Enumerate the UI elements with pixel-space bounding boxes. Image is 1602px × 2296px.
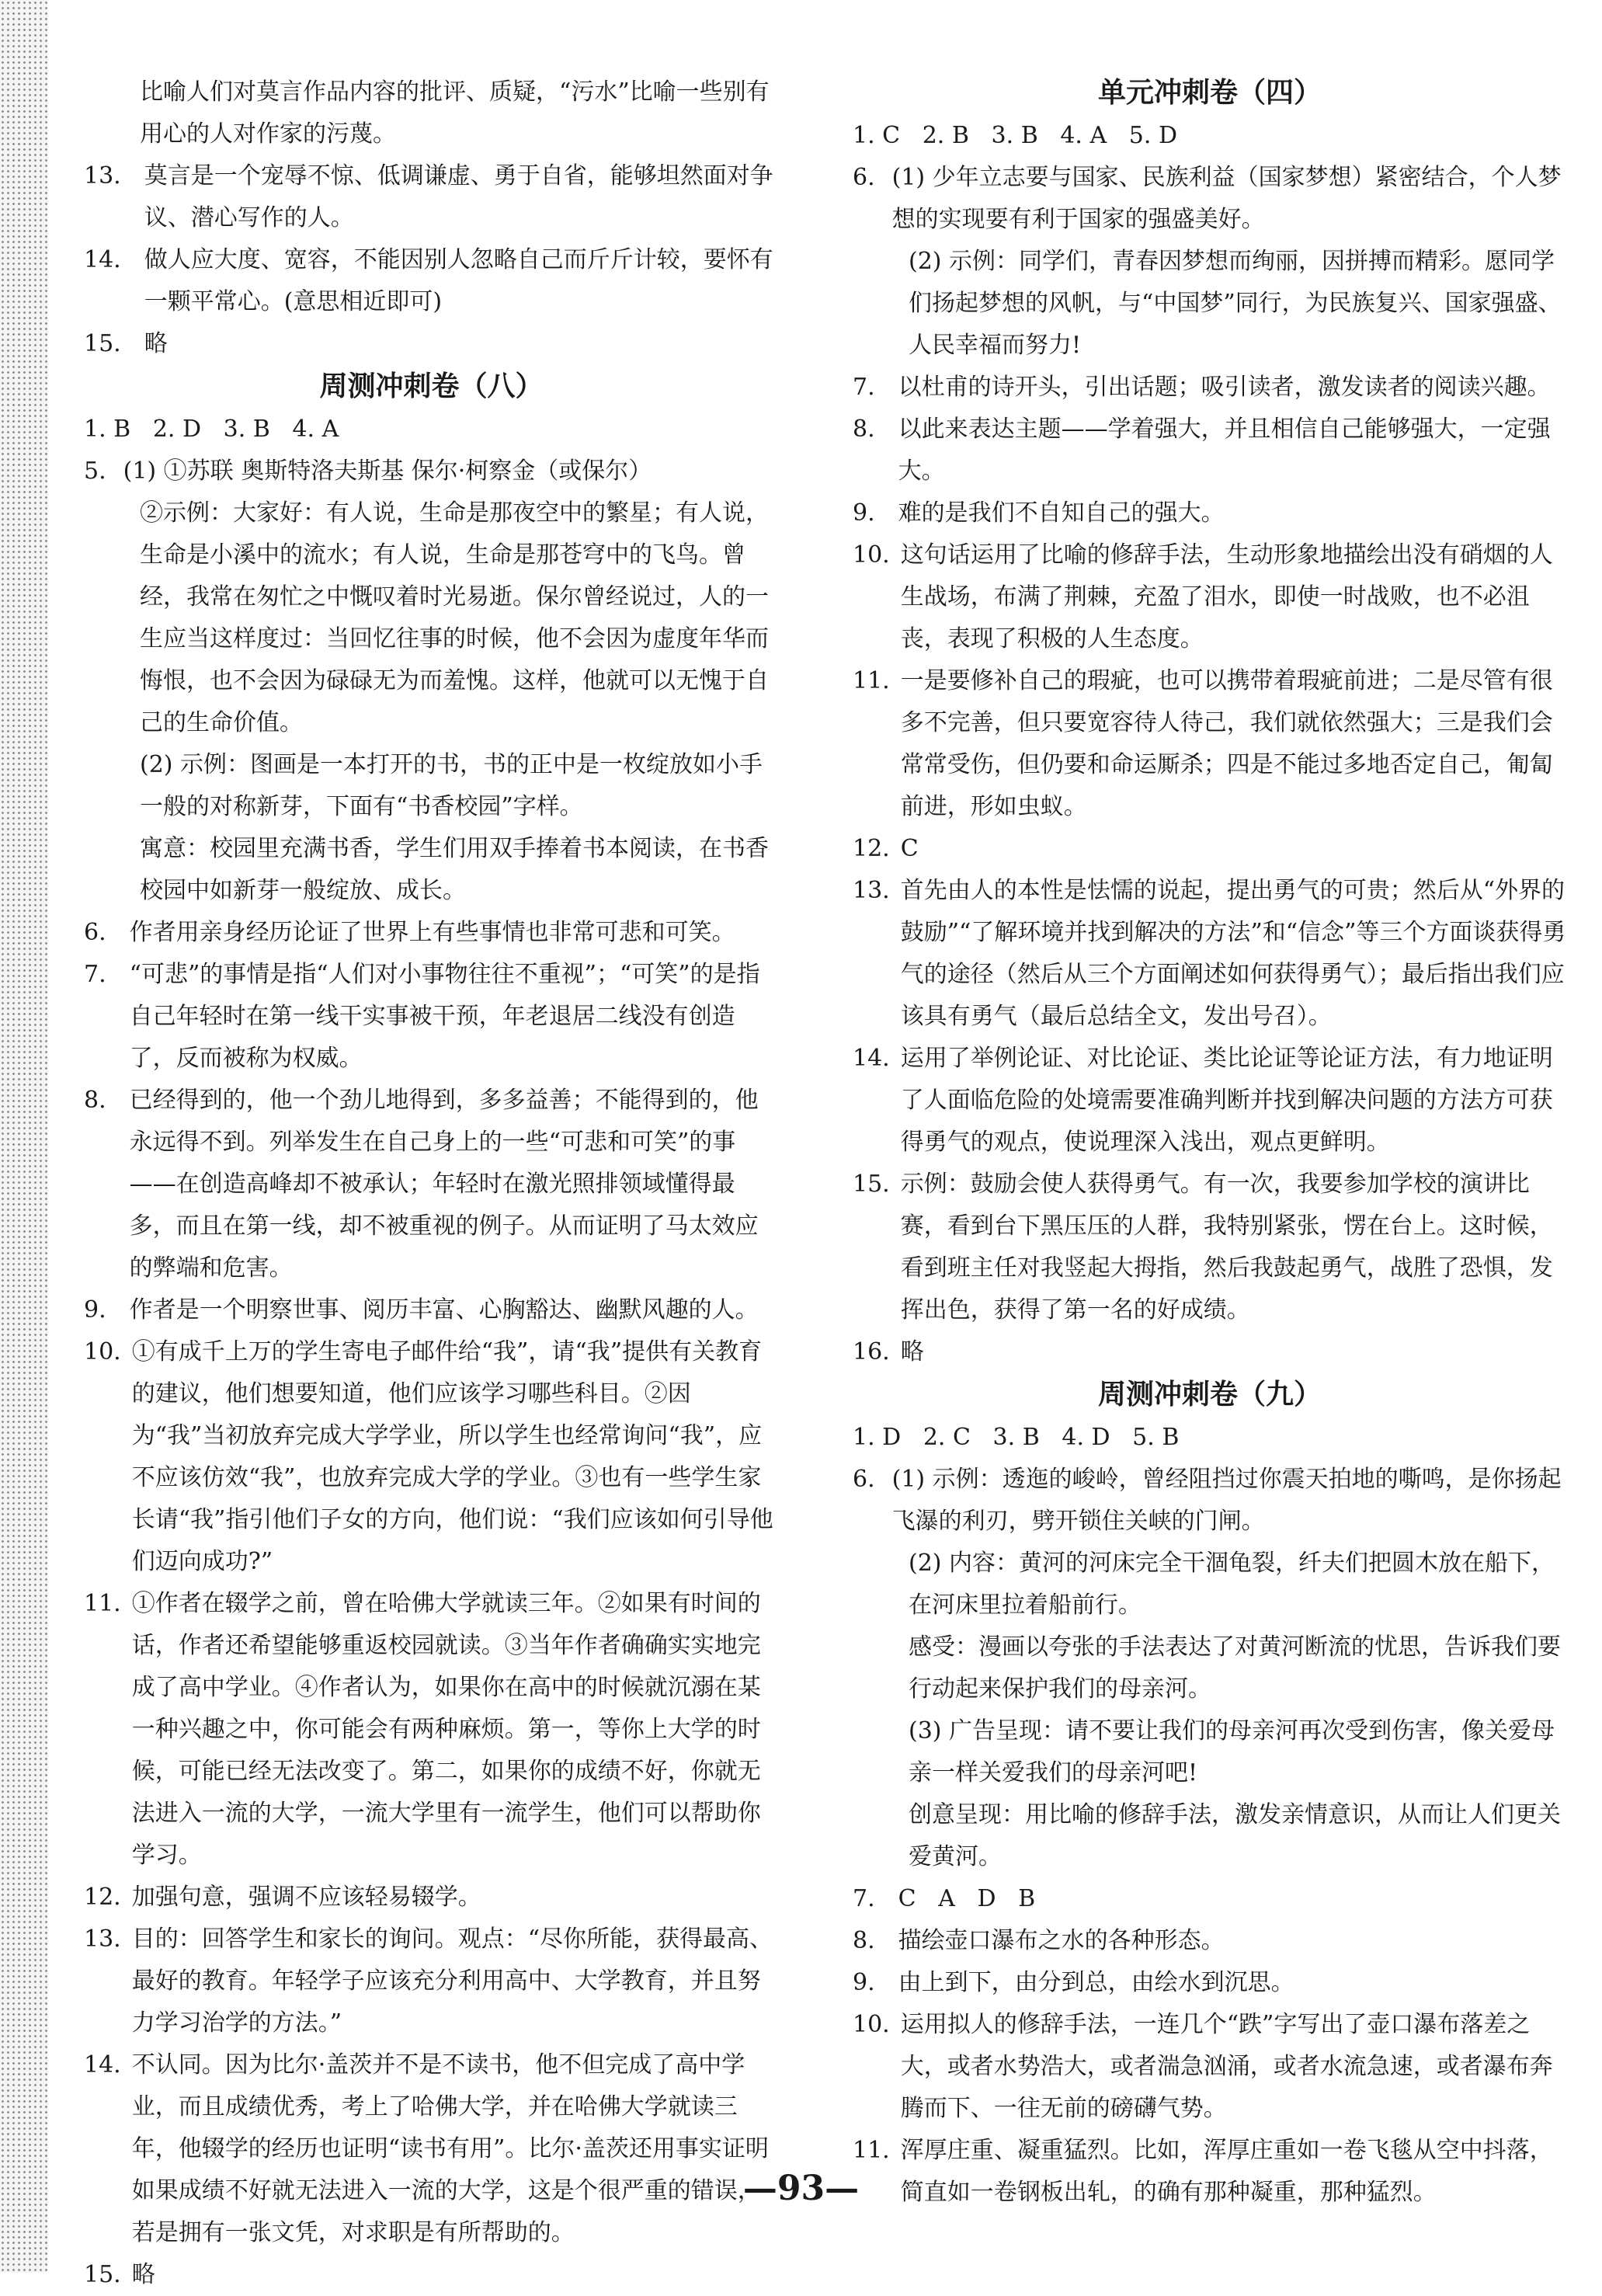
s9-answer-6: 6. (1) 示例：透迤的峻岭，曾经阻挡过你震天拍地的嘶鸣，是你扬起飞瀑的利刃，劈开锁住关峡的门闸。 xyxy=(853,1466,1562,1535)
section-title-week8: 周测冲刺卷（八） xyxy=(319,370,544,402)
s8-answer-10: 10. ①有成千上万的学生寄电子邮件给“我”，请“我”提供有关教育的建议，他们想要知道，他们应该学习哪些科目。②因为“我”当初放弃完成大学学业，所以学生也经常询问“我”，应不应该仿效“我”，也放弃完成大学的学业。③也有一些学生家长请“我”指引他们子女的方向，他们说：“我们应该如何引导他们迈向成功?” xyxy=(84,1338,773,1575)
s4-answer-15: 15. 示例：鼓励会使人获得勇气。有一次，我要参加学校的演讲比赛，看到台下黑压压的人群，我特别紧张，愣在台上。这时候，看到班主任对我竖起大拇指，然后我鼓起勇气，战胜了恐惧，发挥出色，获得了第一名的好成绩。 xyxy=(853,1171,1553,1324)
s4-answer-12: 12. C xyxy=(853,835,919,862)
s4-answer-7: 7. 以杜甫的诗开头，引出话题；吸引读者，激发读者的阅读兴趣。 xyxy=(853,374,1551,401)
answer-14: 14. 做人应大度、宽容，不能因别人忽略自己而斤斤计较，要怀有一颗平常心。(意思相近即可) xyxy=(84,246,773,315)
section-title-unit4: 单元冲刺卷（四） xyxy=(1097,77,1322,109)
s4-answer-9: 9. 难的是我们不自知自己的强大。 xyxy=(853,499,1225,527)
s8-answer-5: 5. (1) ①苏联 奥斯特洛夫斯基 保尔·柯察金（或保尔） xyxy=(84,457,652,485)
s4-choice-answers: 1. C 2. B 3. B 4. A 5. D xyxy=(853,122,1177,149)
s8-answer-7: 7. “可悲”的事情是指“人们对小事物往往不重视”；“可笑”的是指自己年轻时在第一线干实事被干预，年老退居二线没有创造了，反而被称为权威。 xyxy=(84,961,760,1072)
left-column xyxy=(84,71,779,2296)
right-column xyxy=(853,71,1567,2214)
s8-answer-6: 6. 作者用亲身经历论证了世界上有些事情也非常可悲和可笑。 xyxy=(84,919,735,946)
s4-answer-13: 13. 首先由人的本性是怯懦的说起，提出勇气的可贵；然后从“外界的鼓励”“了解环境并找到解决的方法”和“信念”等三个方面谈获得勇气的途径（然后从三个方面阐述如何获得勇气）；最后指出我们应该具有勇气（最后总结全文，发出号召）。 xyxy=(853,877,1566,1030)
s9-answer-11: 11. 浑厚庄重、凝重猛烈。比如，浑厚庄重如一卷飞毯从空中抖落，简直如一卷钢板出轧，的确有那种凝重，那种猛烈。 xyxy=(853,2137,1553,2206)
s8-answer-12: 12. 加强句意，强调不应该轻易辍学。 xyxy=(84,1884,481,1911)
answer-15: 15. 略 xyxy=(84,330,168,357)
s9-answer-9: 9. 由上到下，由分到总，由绘水到沉思。 xyxy=(853,1969,1294,1996)
s8-answer-13: 13. 目的：回答学生和家长的询问。观点：“尽你所能，获得最高、最好的教育。年轻学子应该充分利用高中、大学教育，并且努力学习治学的方法。” xyxy=(84,1926,773,2037)
left-continued-text: 比喻人们对莫言作品内容的批评、质疑，“污水”比喻一些别有用心的人对作家的污蔑。 xyxy=(140,78,770,148)
s8-answer-14: 14. 不认同。因为比尔·盖茨并不是不读书，他不但完成了高中学业，而且成绩优秀，考上了哈佛大学，并在哈佛大学就读三年，他辍学的经历也证明“读书有用”。比尔·盖茨还用事实证明如果成绩不好就无法进入一流的大学，这是个很严重的错误，若是拥有一张文凭，对求职是有所帮助的。 xyxy=(84,2051,769,2246)
s4-answer-8: 8. 以此来表达主题——学着强大，并且相信自己能够强大，一定强大。 xyxy=(853,416,1551,485)
s9-answer-8: 8. 描绘壶口瀑布之水的各种形态。 xyxy=(853,1927,1225,1954)
s8-answer-11: 11. ①作者在辍学之前，曾在哈佛大学就读三年。②如果有时间的话，作者还希望能够重返校园就读。③当年作者确确实实地完成了高中学业。④作者认为，如果你在高中的时候就沉溺在某一种兴趣之中，你可能会有两种麻烦。第一，等你上大学的时候，可能已经无法改变了。第二，如果你的成绩不好，你就无法进入一流的大学，一流大学里有一流学生，他们可以帮助你学习。 xyxy=(84,1590,761,1869)
s8-answer-5-part2: (2) 示例：图画是一本打开的书，书的正中是一枚绽放如小手一般的对称新芽，下面有“书香校园”字样。 xyxy=(140,751,763,820)
s8-answer-15: 15. 略 xyxy=(84,2261,155,2288)
s8-choice-answers: 1. B 2. D 3. B 4. A xyxy=(84,416,339,443)
s9-answer-7: 7. C A D B xyxy=(853,1885,1036,1912)
s8-answer-5-example: ②示例：大家好：有人说，生命是那夜空中的繁星；有人说，生命是小溪中的流水；有人说，生命是那苍穹中的飞鸟。曾经，我常在匆忙之中慨叹着时光易逝。保尔曾经说过，人的一生应当这样度过：当回忆往事的时候，他不会因为虚度年华而悔恨，也不会因为碌碌无为而羞愧。这样，他就可以无愧于自己的生命价值。 xyxy=(140,499,769,736)
binding-edge-pattern xyxy=(0,0,48,2273)
s4-answer-10: 10. 这句话运用了比喻的修辞手法，生动形象地描绘出没有硝烟的人生战场，布满了荆棘，充盈了泪水，即使一时战败，也不必沮丧，表现了积极的人生态度。 xyxy=(853,541,1553,652)
s9-answer-6-part2: (2) 内容：黄河的河床完全干涸龟裂，纤夫们把圆木放在船下，在河床里拉着船前行。 xyxy=(909,1550,1555,1619)
s9-answer-10: 10. 运用拟人的修辞手法，一连几个“跌”字写出了壶口瀑布落差之大，或者水势浩大，或者湍急汹涌，或者水流急速，或者瀑布奔腾而下、一往无前的磅礴气势。 xyxy=(853,2011,1553,2122)
s4-answer-6-part2: (2) 示例：同学们，青春因梦想而绚丽，因拼搏而精彩。愿同学们扬起梦想的风帆，与“中国梦”同行，为民族复兴、国家强盛、人民幸福而努力! xyxy=(909,248,1562,359)
s9-answer-6-feeling: 感受：漫画以夸张的手法表达了对黄河断流的忧思，告诉我们要行动起来保护我们的母亲河。 xyxy=(909,1633,1561,1703)
section-title-week9: 周测冲刺卷（九） xyxy=(1097,1379,1322,1411)
s8-answer-9: 9. 作者是一个明察世事、阅历丰富、心胸豁达、幽默风趣的人。 xyxy=(84,1296,759,1324)
s8-answer-8: 8. 已经得到的，他一个劲儿地得到，多多益善；不能得到的，他永远得不到。列举发生在自己身上的一些“可悲和可笑”的事——在创造高峰却不被承认；年轻时在激光照排领域懂得最多，而且在第一线，却不被重视的例子。从而证明了马太效应的弊端和危害。 xyxy=(84,1087,759,1282)
s4-answer-14: 14. 运用了举例论证、对比论证、类比论证等论证方法，有力地证明了人面临危险的处境需要准确判断并找到解决问题的方法方可获得勇气的观点，使说理深入浅出，观点更鲜明。 xyxy=(853,1045,1553,1156)
s8-answer-5-meaning: 寓意：校园里充满书香，学生们用双手捧着书本阅读，在书香校园中如新芽一般绽放、成长。 xyxy=(140,835,769,904)
page-number: —93— xyxy=(742,2169,860,2208)
s4-answer-6: 6. (1) 少年立志要与国家、民族利益（国家梦想）紧密结合，个人梦想的实现要有利于国家的强盛美好。 xyxy=(853,164,1562,233)
s4-answer-16: 16. 略 xyxy=(853,1338,924,1365)
answer-13: 13. 莫言是一个宠辱不惊、低调谦虚、勇于自省，能够坦然面对争议、潜心写作的人。 xyxy=(84,162,773,231)
s9-answer-6-part3: (3) 广告呈现：请不要让我们的母亲河再次受到伤害，像关爱母亲一样关爱我们的母亲河吧! xyxy=(909,1717,1555,1786)
s9-choice-answers: 1. D 2. C 3. B 4. D 5. B xyxy=(853,1424,1180,1451)
s9-answer-6-creative: 创意呈现：用比喻的修辞手法，激发亲情意识，从而让人们更关爱黄河。 xyxy=(909,1801,1561,1870)
s4-answer-11: 11. 一是要修补自己的瑕疵，也可以携带着瑕疵前进；二是尽管有很多不完善，但只要宽容待人待己，我们就依然强大；三是我们会常常受伤，但仍要和命运厮杀；四是不能过多地否定自己，匍匐前进，形如虫蚁。 xyxy=(853,667,1553,820)
